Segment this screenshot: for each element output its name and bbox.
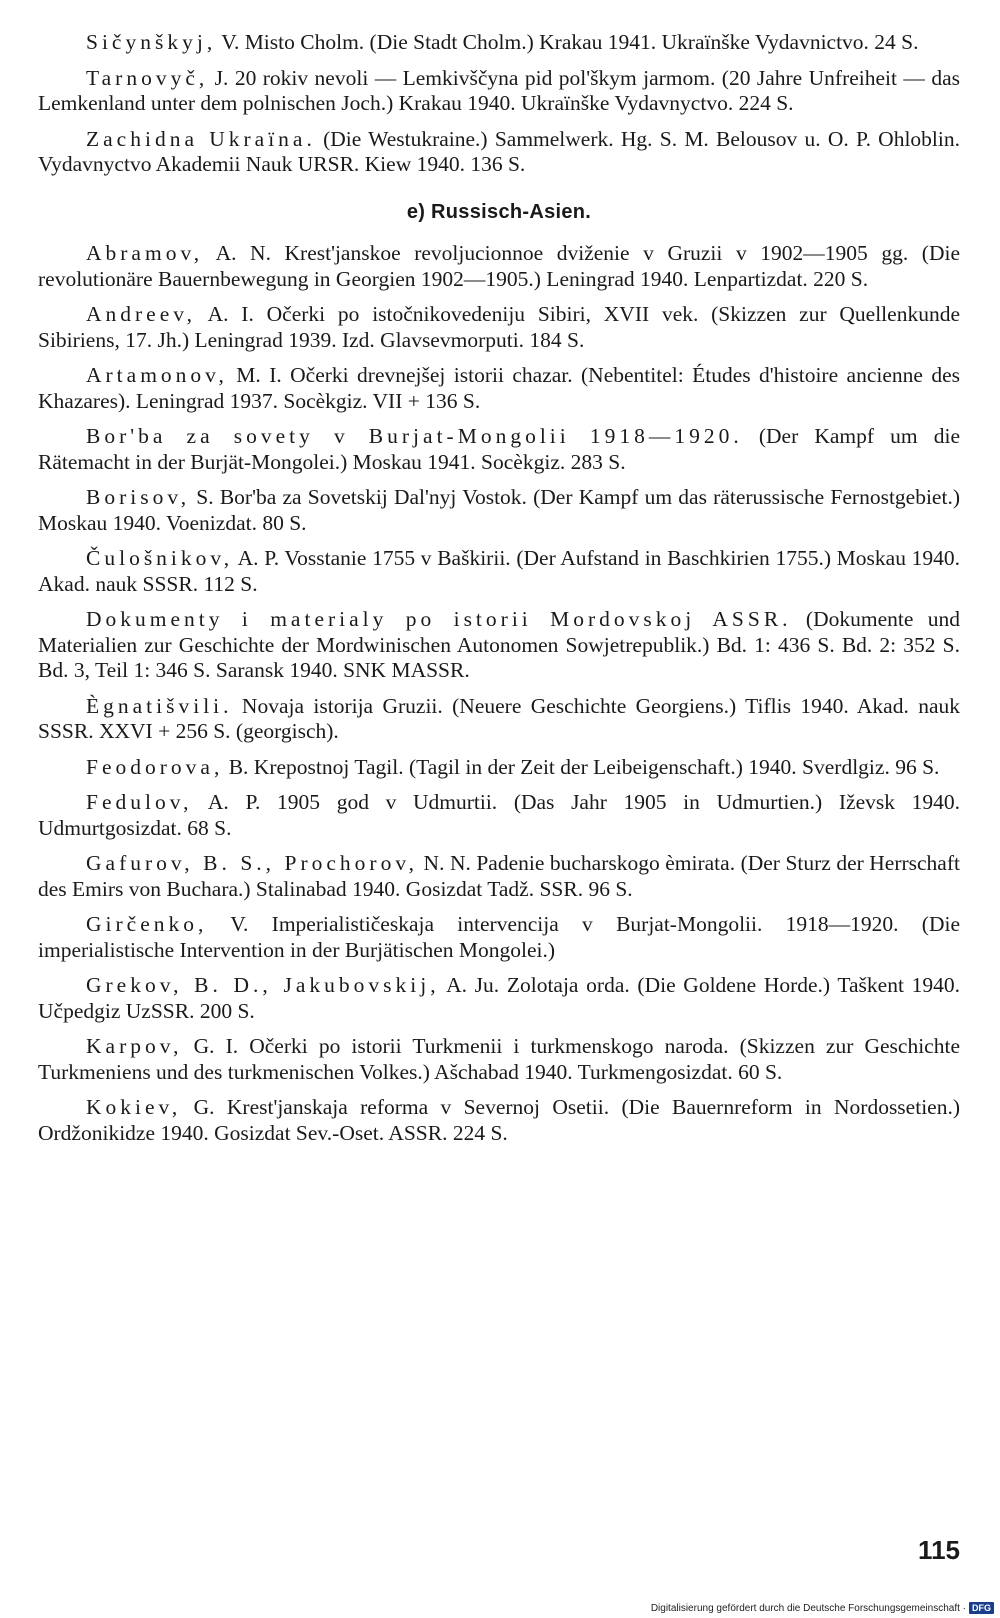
entry-author: Bor'ba za sovety v Burjat-Mongolii 1918—1920.: [86, 424, 743, 448]
section-heading: e) Russisch-Asien.: [406, 200, 592, 223]
entry-text: V. Imperialističeskaja intervencija v Burjat-Mongolii. 1918—1920. (Die imperialistische Intervention in der Burjätischen Mongolei.): [38, 912, 960, 962]
entry-text: B. Krepostnoj Tagil. (Tagil in der Zeit der Leibeigenschaft.) 1940. Sverdlgiz. 96 S.: [223, 754, 940, 779]
entry-author: Zachidna Ukraїna.: [86, 126, 316, 151]
entry-text: G. I. Očerki po istorii Turkmenii i turkmenskogo naroda. (Skizzen zur Geschichte Turkmeniens und des turkmenischen Volkes.) Ašchabad 1940. Turkmengosizdat. 60 S.: [38, 1034, 960, 1084]
bibliography-entry: [38, 607, 960, 684]
bibliography-entry: [38, 127, 960, 178]
entry-author: Grekov, B. D., Jakubovskij,: [86, 973, 440, 997]
entry-author: Feodorova,: [86, 754, 224, 779]
bibliography-entry: [38, 546, 960, 597]
document-page: [38, 30, 960, 1156]
entry-text: M. I. Očerki drevnejšej istorii chazar. (Nebentitel: Études d'histoire ancienne des Khazares). Leningrad 1937. Socèkgiz. VII + 136 S.: [38, 363, 960, 413]
entry-text: S. Bor'ba za Sovetskij Dal'nyj Vostok. (Der Kampf um das räterussische Fernostgebiet.) Moskau 1940. Voenizdat. 80 S.: [38, 485, 960, 535]
bibliography-entry: [38, 694, 960, 745]
entry-text: J. 20 rokiv nevoli — Lemkivščyna pid pol'škym jarmom. (20 Jahre Unfreiheit — das Lemkenland unter dem polnischen Joch.) Krakau 1940. Ukraїnške Vydavnyctvo. 224 S.: [38, 65, 960, 115]
entry-author: Borisov,: [86, 485, 191, 509]
bibliography-entry: [38, 485, 960, 536]
entry-author: Abramov,: [86, 241, 204, 265]
entry-text: Novaja istorija Gruzii. (Neuere Geschichte Georgiens.) Tiflis 1940. Akad. nauk SSSR. XXVI + 256 S. (georgisch).: [38, 693, 960, 743]
bibliography-entry: [38, 790, 960, 841]
entry-author: Artamonov,: [86, 363, 228, 387]
bibliography-entry: [38, 424, 960, 475]
bibliography-entry: [38, 851, 960, 902]
page-number: 115: [918, 1535, 960, 1565]
bibliography-entry: [38, 363, 960, 414]
entry-text: A. P. 1905 god v Udmurtii. (Das Jahr 1905 in Udmurtien.) Iževsk 1940. Udmurtgosizdat. 68 S.: [38, 790, 960, 840]
entry-author: Dokumenty i materialy po istorii Mordovskoj ASSR.: [86, 607, 792, 631]
bibliography-entry: [38, 302, 960, 353]
bibliography-entry: [38, 66, 960, 117]
entry-author: Gafurov, B. S., Prochorov,: [86, 851, 419, 875]
entry-text: A. Ju. Zolotaja orda. (Die Goldene Horde.) Taškent 1940. Učpedgiz UzSSR. 200 S.: [38, 973, 960, 1023]
digitization-footer: [651, 1602, 994, 1614]
entry-author: Sičynškyj,: [86, 30, 217, 54]
dfg-logo-icon: DFG: [969, 1602, 994, 1614]
entry-text: A. N. Krest'janskoe revoljucionnoe dviženie v Gruzii v 1902—1905 gg. (Die revolutionäre Bauernbewegung in Georgien 1902—1905.) Leningrad 1940. Lenpartizdat. 220 S.: [38, 241, 960, 291]
entry-list-top: [38, 30, 960, 178]
bibliography-entry: [38, 241, 960, 292]
entry-author: Ègnatišvili.: [86, 693, 233, 718]
entry-author: Čulošnikov,: [86, 546, 234, 570]
entry-list-russisch-asien: [38, 241, 960, 1146]
bibliography-entry: [38, 1095, 960, 1146]
entry-text: V. Misto Cholm. (Die Stadt Cholm.) Krakau 1941. Ukraїnške Vydavnictvo. 24 S.: [216, 30, 919, 54]
bibliography-entry: [38, 755, 960, 781]
entry-text: A. P. Vosstanie 1755 v Baškirii. (Der Aufstand in Baschkirien 1755.) Moskau 1940. Akad. nauk SSSR. 112 S.: [38, 546, 960, 596]
entry-text: (Der Kampf um die Rätemacht in der Burjät-Mongolei.) Moskau 1941. Socèkgiz. 283 S.: [38, 424, 960, 474]
entry-text: (Die Westukraine.) Sammelwerk. Hg. S. M. Belousov u. O. P. Ohloblin. Vydavnyctvo Akademii Nauk URSR. Kiew 1940. 136 S.: [38, 126, 960, 176]
entry-author: Girčenko,: [86, 912, 208, 936]
entry-text: N. N. Padenie bucharskogo èmirata. (Der Sturz der Herrschaft des Emirs von Buchara.) Stalinabad 1940. Gosizdat Tadž. SSR. 96 S.: [38, 851, 960, 901]
entry-text: A. I. Očerki po istočnikovedeniju Sibiri, XVII vek. (Skizzen zur Quellenkunde Sibiriens, 17. Jh.) Leningrad 1939. Izd. Glavsevmorputi. 184 S.: [38, 302, 960, 352]
entry-text: G. Krest'janskaja reforma v Severnoj Osetii. (Die Bauernreform in Nordossetien.) Ordžonikidze 1940. Gosizdat Sev.-Oset. ASSR. 224 S.: [38, 1095, 960, 1145]
entry-author: Andreev,: [86, 302, 197, 326]
footer-text: Digitalisierung gefördert durch die Deutsche Forschungsgemeinschaft ·: [650, 1602, 966, 1614]
bibliography-entry: [38, 912, 960, 963]
entry-author: Karpov,: [86, 1034, 183, 1058]
entry-author: Tarnovyč,: [86, 65, 209, 90]
bibliography-entry: [38, 30, 960, 56]
entry-text: (Dokumente und Materialien zur Geschichte der Mordwinischen Autonomen Sowjetrepublik.) Bd. 1: 436 S. Bd. 2: 352 S. Bd. 3, Teil 1: 346 S. Saransk 1940. SNK MASSR.: [38, 607, 960, 682]
bibliography-entry: [38, 973, 960, 1024]
entry-author: Kokiev,: [86, 1095, 182, 1119]
entry-author: Fedulov,: [86, 790, 193, 814]
bibliography-entry: [38, 1034, 960, 1085]
